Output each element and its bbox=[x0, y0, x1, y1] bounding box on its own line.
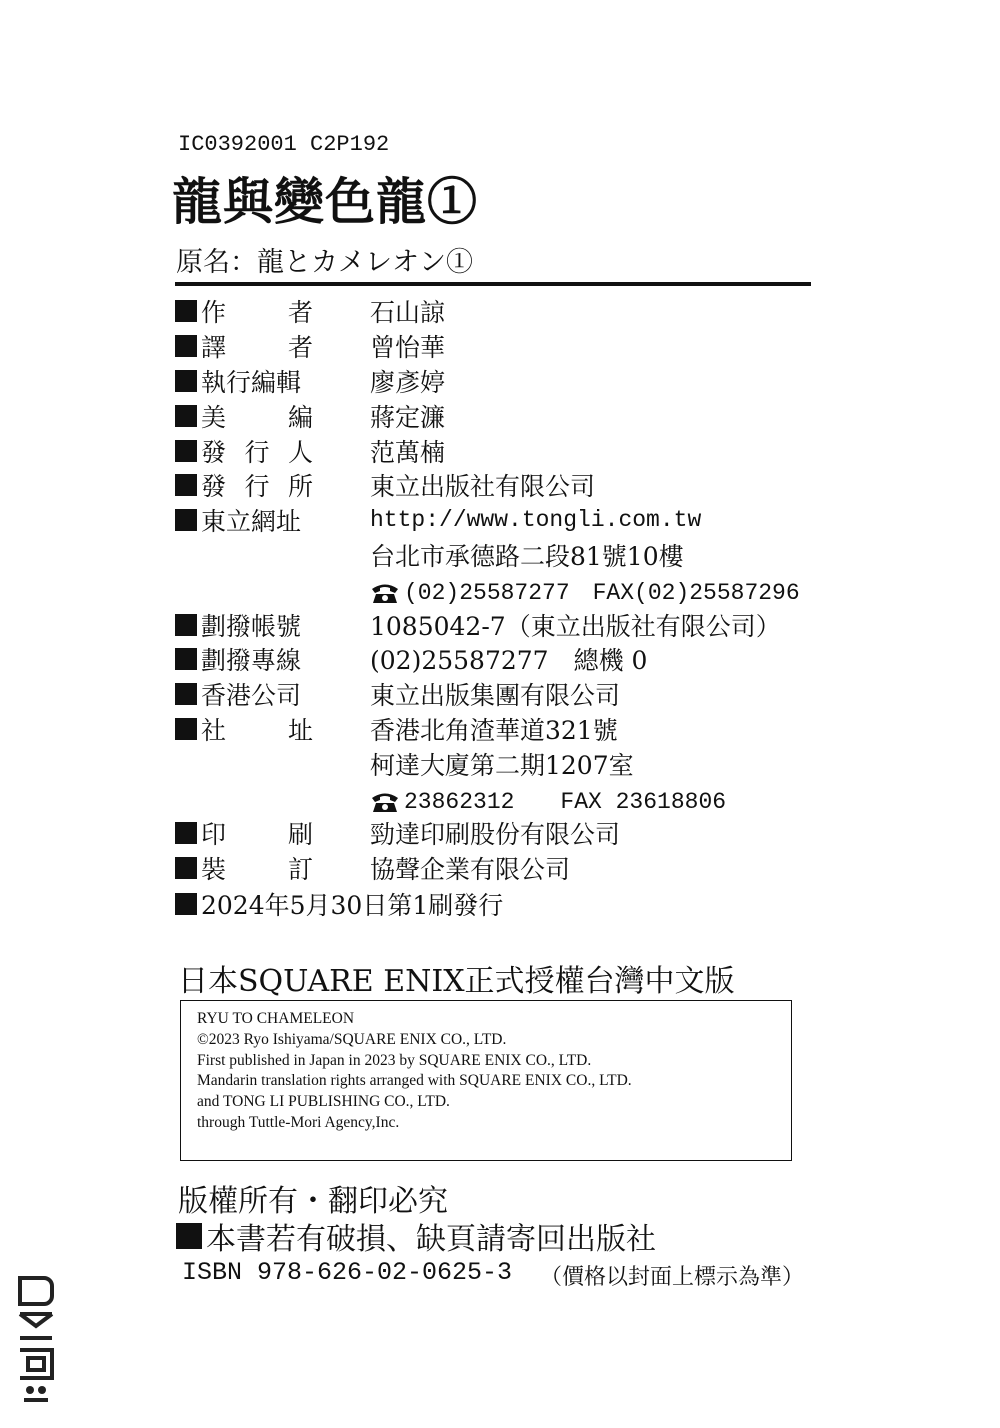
damage-notice bbox=[176, 1214, 656, 1258]
damage-notice-text: 本書若有破損、缺頁請寄回出版社 bbox=[206, 1222, 656, 1257]
isbn: ISBN 978-626-02-0625-3 bbox=[182, 1258, 513, 1287]
credit-value-text: http://www.tongli.com.tw bbox=[370, 507, 702, 534]
copyright-line: and TONG LI PUBLISHING CO., LTD. bbox=[197, 1093, 450, 1111]
credit-label bbox=[175, 293, 370, 329]
credit-value-text: 23862312 FAX 23618806 bbox=[404, 789, 727, 816]
credit-label bbox=[175, 850, 370, 886]
credit-label-text bbox=[201, 433, 313, 469]
credit-value bbox=[370, 398, 835, 434]
credit-label bbox=[175, 467, 370, 503]
publication-date-text: 2024年5月30日第1刷發行 bbox=[201, 891, 504, 920]
credit-label-char: 香港公司 bbox=[201, 681, 302, 711]
credit-row bbox=[175, 712, 835, 747]
credit-row bbox=[175, 781, 835, 816]
credit-label-char: 者 bbox=[287, 333, 313, 363]
credit-label-text bbox=[201, 676, 313, 712]
credit-label bbox=[175, 815, 370, 851]
credit-row bbox=[175, 677, 835, 712]
dmzj-logo-watermark bbox=[14, 1270, 58, 1415]
credit-row bbox=[175, 433, 835, 468]
credit-label-text bbox=[201, 607, 313, 643]
bullet-square-icon bbox=[175, 440, 197, 462]
bullet-square-icon bbox=[175, 648, 197, 670]
credit-label-char: 譯 bbox=[201, 333, 227, 363]
credit-row bbox=[175, 851, 835, 886]
rights-statement: 版權所有・翻印必究 bbox=[178, 1184, 448, 1219]
credit-row bbox=[175, 607, 835, 642]
credit-value bbox=[370, 850, 835, 886]
price-note: （價格以封面上標示為準） bbox=[540, 1265, 805, 1290]
catalog-code: IC0392001 C2P192 bbox=[178, 132, 390, 157]
credit-label-text bbox=[201, 363, 313, 399]
credit-value bbox=[370, 507, 835, 533]
credit-value bbox=[370, 293, 835, 329]
copyright-box bbox=[180, 1000, 792, 1161]
credit-label-char: 址 bbox=[287, 715, 313, 745]
credit-value-text: 廖彥婷 bbox=[370, 368, 446, 397]
credit-label bbox=[175, 398, 370, 434]
credit-label-text bbox=[201, 467, 313, 503]
credit-row bbox=[175, 538, 835, 573]
credit-value-text: 范萬楠 bbox=[370, 437, 446, 467]
credit-label-text bbox=[201, 850, 313, 886]
credit-label bbox=[175, 328, 370, 364]
credit-value bbox=[370, 467, 835, 503]
credit-row bbox=[175, 468, 835, 503]
credit-label-char: 社 bbox=[201, 715, 227, 745]
credit-label-char: 編 bbox=[287, 402, 313, 432]
credit-label-text bbox=[201, 502, 313, 538]
bullet-square-icon bbox=[175, 683, 197, 705]
credit-label-char: 劃撥帳號 bbox=[201, 611, 302, 641]
credit-label-char: 者 bbox=[287, 298, 313, 328]
credit-label-char: 裝 bbox=[201, 855, 227, 885]
copyright-line: First published in Japan in 2023 by SQUARE ENIX CO., LTD. bbox=[197, 1051, 592, 1069]
credit-row bbox=[175, 816, 835, 851]
title-divider bbox=[175, 282, 811, 286]
bullet-square-icon bbox=[175, 405, 197, 427]
bullet-square-icon bbox=[175, 370, 197, 392]
credit-value-text: (02)25587277 FAX(02)25587296 bbox=[404, 580, 800, 607]
credit-value bbox=[370, 607, 835, 643]
credit-value-text: 勁達印刷股份有限公司 bbox=[370, 820, 621, 850]
credit-row bbox=[175, 572, 835, 607]
credit-value bbox=[370, 328, 835, 364]
credits-list bbox=[175, 294, 835, 886]
credit-value bbox=[370, 573, 835, 606]
copyright-line: through Tuttle-Mori Agency,Inc. bbox=[197, 1113, 400, 1131]
credit-label-char: 訂 bbox=[287, 855, 313, 885]
credit-label bbox=[175, 433, 370, 469]
credit-value-text: 蔣定濂 bbox=[370, 402, 446, 432]
credit-value bbox=[370, 433, 835, 469]
bullet-square-icon bbox=[175, 300, 197, 322]
credit-label-text bbox=[201, 641, 313, 677]
bullet-square-icon bbox=[175, 718, 197, 740]
bullet-square-icon bbox=[175, 335, 197, 357]
credit-label-text bbox=[201, 398, 313, 434]
copyright-line: ©2023 Ryo Ishiyama/SQUARE ENIX CO., LTD. bbox=[197, 1030, 507, 1048]
credit-row bbox=[175, 364, 835, 399]
bullet-square-icon bbox=[175, 509, 197, 531]
credit-value bbox=[370, 711, 835, 747]
credit-label-char: 東立網址 bbox=[201, 507, 302, 537]
credit-row bbox=[175, 294, 835, 329]
credit-row bbox=[175, 503, 835, 538]
credit-label-char: 印 bbox=[201, 820, 227, 850]
credit-row bbox=[175, 398, 835, 433]
credit-value-text: 台北市承德路二段81號10樓 bbox=[370, 541, 684, 571]
credit-value-text: 協聲企業有限公司 bbox=[370, 855, 571, 885]
credit-value-text: (02)25587277 總機 0 bbox=[370, 646, 648, 676]
credit-value-text: 柯達大廈第二期1207室 bbox=[370, 750, 634, 780]
credit-value bbox=[370, 537, 835, 573]
credit-row bbox=[175, 746, 835, 781]
credit-row bbox=[175, 329, 835, 364]
original-title: 原名：龍とカメレオン① bbox=[176, 247, 473, 278]
book-title: 龍與變色龍① bbox=[172, 172, 478, 231]
credit-label bbox=[175, 502, 370, 538]
credit-label-char: 所 bbox=[287, 472, 313, 502]
credit-label-char: 執行編輯 bbox=[201, 368, 302, 397]
credit-value-text: 東立出版集團有限公司 bbox=[370, 681, 621, 711]
credit-label-char: 作 bbox=[201, 298, 227, 328]
credit-label-char: 人 bbox=[287, 437, 313, 467]
credit-label-char: 發 bbox=[201, 437, 227, 467]
publication-date bbox=[175, 886, 503, 922]
credit-value-text: 香港北角渣華道321號 bbox=[370, 715, 618, 745]
credit-value-text: 曾怡華 bbox=[370, 333, 446, 363]
credit-label-char: 美 bbox=[201, 402, 227, 432]
bullet-square-icon bbox=[175, 614, 197, 636]
bullet-square-icon bbox=[175, 474, 197, 496]
credit-label bbox=[175, 641, 370, 677]
credit-label-char: 行 bbox=[244, 472, 270, 502]
telephone-icon bbox=[370, 582, 400, 604]
credit-value bbox=[370, 363, 835, 399]
credit-label-text bbox=[201, 711, 313, 747]
credit-label-char: 發 bbox=[201, 472, 227, 502]
credit-label bbox=[175, 363, 370, 399]
credit-value bbox=[370, 641, 835, 677]
bullet-square-icon bbox=[176, 1223, 202, 1249]
credit-value-text: 1085042-7（東立出版社有限公司） bbox=[370, 611, 781, 641]
credit-label-char: 劃撥專線 bbox=[201, 646, 302, 676]
credit-label-char: 刷 bbox=[287, 820, 313, 850]
copyright-line: RYU TO CHAMELEON bbox=[197, 1010, 355, 1027]
credit-label-text bbox=[201, 815, 313, 851]
bullet-square-icon bbox=[175, 857, 197, 879]
license-statement: 日本SQUARE ENIX正式授權台灣中文版 bbox=[178, 964, 735, 999]
credit-label bbox=[175, 607, 370, 643]
bullet-square-icon bbox=[175, 893, 197, 915]
credit-label bbox=[175, 711, 370, 747]
credit-value bbox=[370, 676, 835, 712]
credit-value bbox=[370, 782, 835, 815]
bullet-square-icon bbox=[175, 822, 197, 844]
credit-value-text: 東立出版社有限公司 bbox=[370, 472, 596, 502]
credit-row bbox=[175, 642, 835, 677]
credit-label-text bbox=[201, 293, 313, 329]
credit-value bbox=[370, 815, 835, 851]
copyright-line: Mandarin translation rights arranged with SQUARE ENIX CO., LTD. bbox=[197, 1072, 632, 1090]
credit-value bbox=[370, 746, 835, 782]
credit-value-text: 石山諒 bbox=[370, 298, 446, 328]
credit-label bbox=[175, 676, 370, 712]
telephone-icon bbox=[370, 791, 400, 813]
credit-label-char: 行 bbox=[244, 437, 270, 467]
credit-label-text bbox=[201, 328, 313, 364]
